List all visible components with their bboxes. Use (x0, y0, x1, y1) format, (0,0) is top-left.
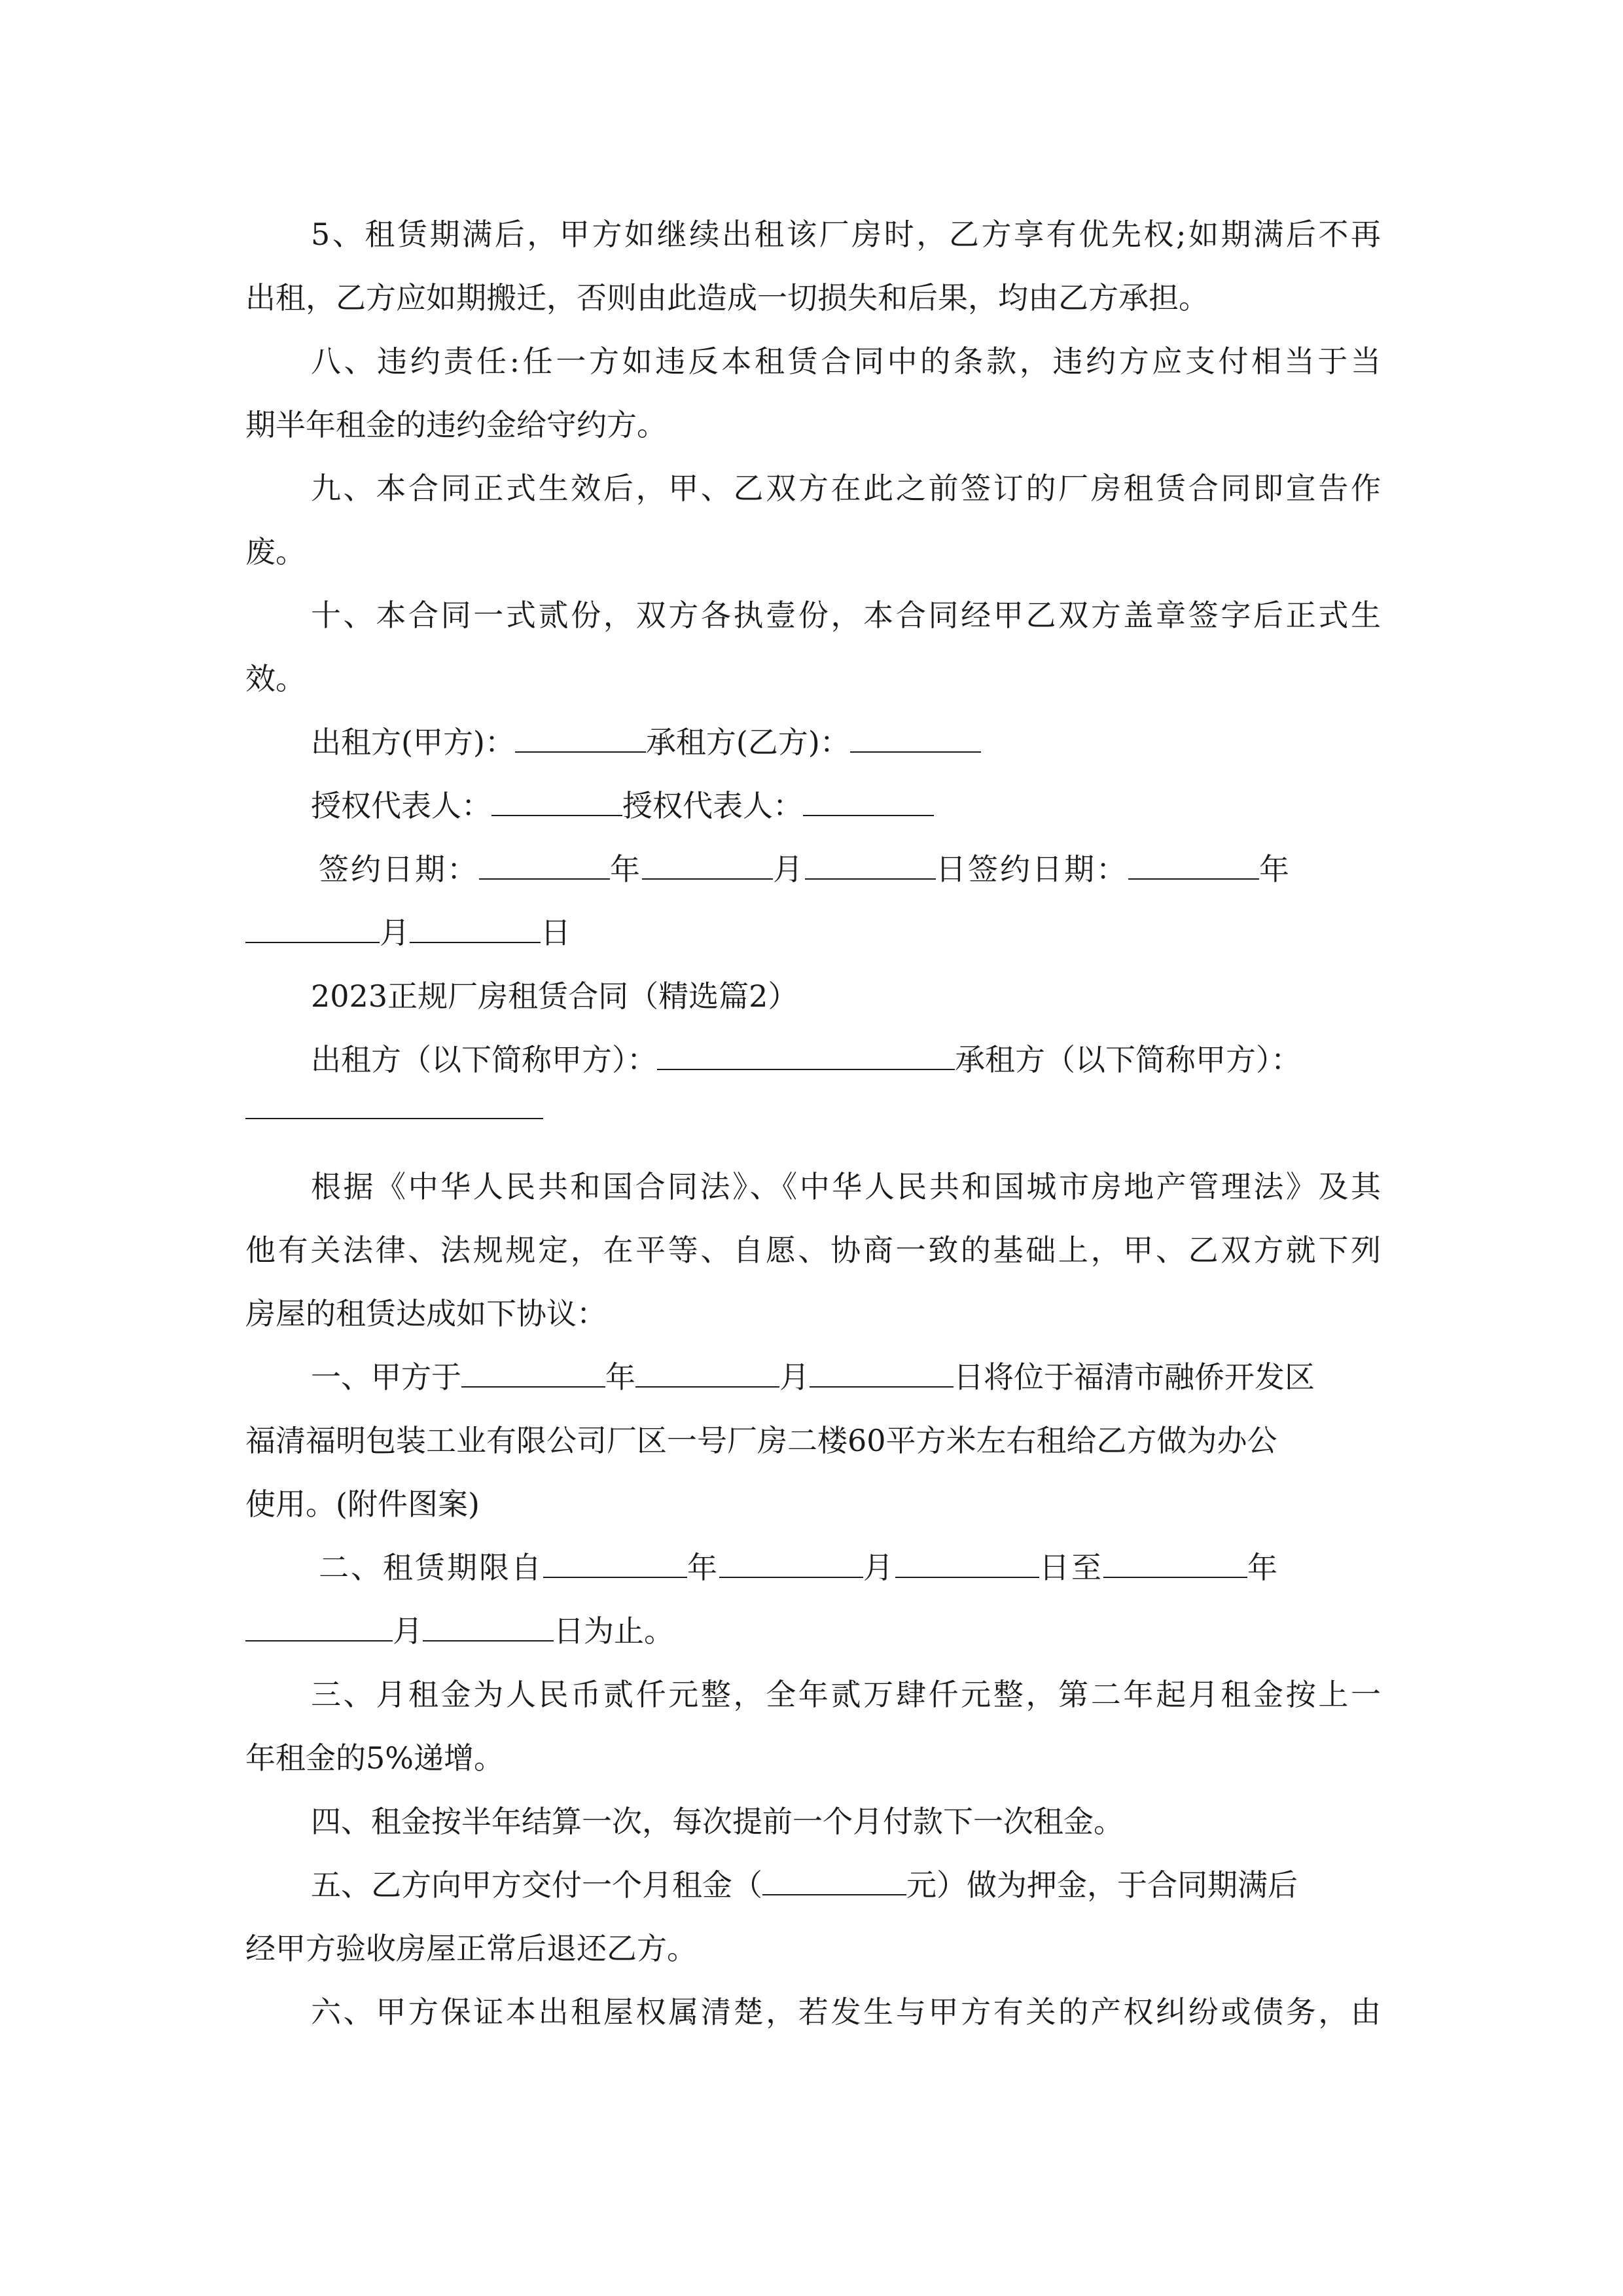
clause-2-month-blank[interactable] (719, 1540, 863, 1578)
date-label-2: 日签约日期： (936, 852, 1128, 887)
rep-label-1: 授权代表人： (311, 788, 491, 823)
section-2-lessee-blank[interactable] (245, 1118, 543, 1119)
sign-date-row-2 (245, 901, 1381, 965)
party-signature-row (245, 711, 1381, 774)
date-month-blank-1[interactable] (642, 842, 773, 880)
clause-3-line-2: 年租金的5%递增。 (245, 1740, 504, 1776)
clause-2-month-blank-2[interactable] (245, 1604, 393, 1641)
section-2-lessor-blank[interactable] (657, 1032, 955, 1070)
rep-blank-2[interactable] (803, 778, 934, 816)
date-month-1: 月 (773, 852, 805, 887)
clause-1-line-3: 使用。(附件图案) (245, 1486, 480, 1522)
clause-10-line-2: 效。 (245, 661, 306, 696)
lessee-label: 承租方(乙方)： (645, 725, 850, 760)
clause-2-year-blank-2[interactable] (1103, 1540, 1247, 1578)
clause-1-suffix: 日将位于福清市融侨开发区 (954, 1359, 1315, 1395)
clause-1-line-1 (245, 1346, 1381, 1409)
section-2-lessee-label: 承租方（以下简称甲方）： (955, 1042, 1301, 1077)
clause-2-year-blank[interactable] (543, 1540, 687, 1578)
clause-1-line-2: 福清福明包装工业有限公司厂区一号厂房二楼60平方米左右租给乙方做为办公 (245, 1423, 1277, 1458)
clause-2-line-1 (245, 1536, 1381, 1600)
date-day-blank-2[interactable] (410, 905, 541, 943)
date-year-2: 年 (1259, 852, 1291, 887)
clause-6-line-1: 六、甲方保证本出租屋权属清楚，若发生与甲方有关的产权纠纷或债务，由 (311, 1994, 1381, 2030)
clause-2-year: 年 (687, 1550, 719, 1585)
clause-10-line-1: 十、本合同一式贰份，双方各执壹份，本合同经甲乙双方盖章签字后正式生 (311, 598, 1381, 633)
clause-3-line-1: 三、月租金为人民币贰仟元整，全年贰万肆仟元整，第二年起月租金按上一 (311, 1677, 1381, 1712)
date-day-2: 日 (541, 915, 571, 950)
section-2-title: 2023正规厂房租赁合同（精选篇2） (311, 978, 798, 1014)
clause-1-year: 年 (605, 1359, 635, 1395)
rep-label-2: 授权代表人： (622, 788, 803, 823)
section-2-lessor-label: 出租方（以下简称甲方）： (311, 1042, 657, 1077)
date-month-blank-2[interactable] (245, 905, 380, 943)
clause-2-day-blank[interactable] (895, 1540, 1039, 1578)
clause-9-line-2: 废。 (245, 534, 306, 569)
clause-5-line-1: 5、租赁期满后，甲方如继续出租该厂房时，乙方享有优先权;如期满后不再 (311, 217, 1381, 252)
clause-2-day-blank-2[interactable] (423, 1604, 554, 1641)
clause-2-to: 日至 (1039, 1550, 1103, 1585)
date-year-1: 年 (610, 852, 642, 887)
clause-2-month-2: 月 (393, 1613, 423, 1649)
date-label-1: 签约日期： (319, 852, 479, 887)
clause-5b-line-1 (245, 1854, 1381, 1917)
contract-text (245, 203, 1381, 2044)
deposit-amount-blank[interactable] (762, 1857, 906, 1895)
clause-8-line-2: 期半年租金的违约金给守约方。 (245, 407, 667, 442)
lessee-blank[interactable] (850, 715, 981, 753)
clause-5b-prefix: 五、乙方向甲方交付一个月租金（ (311, 1867, 762, 1903)
clause-5b-line-2: 经甲方验收房屋正常后退还乙方。 (245, 1931, 697, 1966)
clause-5-line-2: 出租，乙方应如期搬迁，否则由此造成一切损失和后果，均由乙方承担。 (245, 280, 1209, 315)
date-year-blank-2[interactable] (1128, 842, 1259, 880)
clause-9-line-1: 九、本合同正式生效后，甲、乙双方在此之前签订的厂房租赁合同即宣告作 (311, 471, 1381, 506)
section-2-parties-row (245, 1028, 1381, 1092)
clause-1-prefix: 一、甲方于 (311, 1359, 461, 1395)
sign-date-row (245, 838, 1381, 901)
clause-1-month-blank[interactable] (635, 1350, 779, 1388)
date-month-2: 月 (380, 915, 410, 950)
clause-2-prefix: 二、租赁期限自 (319, 1550, 543, 1585)
clause-2-suffix: 日为止。 (554, 1613, 674, 1649)
clause-2-line-2 (245, 1600, 1381, 1663)
representative-row (245, 774, 1381, 838)
clause-1-year-blank[interactable] (461, 1350, 605, 1388)
clause-5b-mid: 元）做为押金，于合同期满后 (906, 1867, 1298, 1903)
date-year-blank-1[interactable] (479, 842, 610, 880)
intro-line-3: 房屋的租赁达成如下协议： (245, 1296, 607, 1331)
clause-8-line-1: 八、违约责任:任一方如违反本租赁合同中的条款，违约方应支付相当于当 (311, 344, 1381, 379)
clause-2-year-2: 年 (1247, 1550, 1279, 1585)
clause-1-month: 月 (779, 1359, 810, 1395)
date-day-blank-1[interactable] (805, 842, 936, 880)
clause-4: 四、租金按半年结算一次，每次提前一个月付款下一次租金。 (311, 1804, 1124, 1839)
clause-2-month: 月 (863, 1550, 895, 1585)
lessor-blank[interactable] (515, 715, 646, 753)
clause-1-day-blank[interactable] (810, 1350, 954, 1388)
intro-line-1: 根据《中华人民共和国合同法》、《中华人民共和国城市房地产管理法》及其 (311, 1169, 1381, 1204)
lessor-label: 出租方(甲方)： (311, 725, 515, 760)
intro-line-2: 他有关法律、法规规定，在平等、自愿、协商一致的基础上，甲、乙双方就下列 (245, 1232, 1381, 1268)
rep-blank-1[interactable] (491, 778, 622, 816)
